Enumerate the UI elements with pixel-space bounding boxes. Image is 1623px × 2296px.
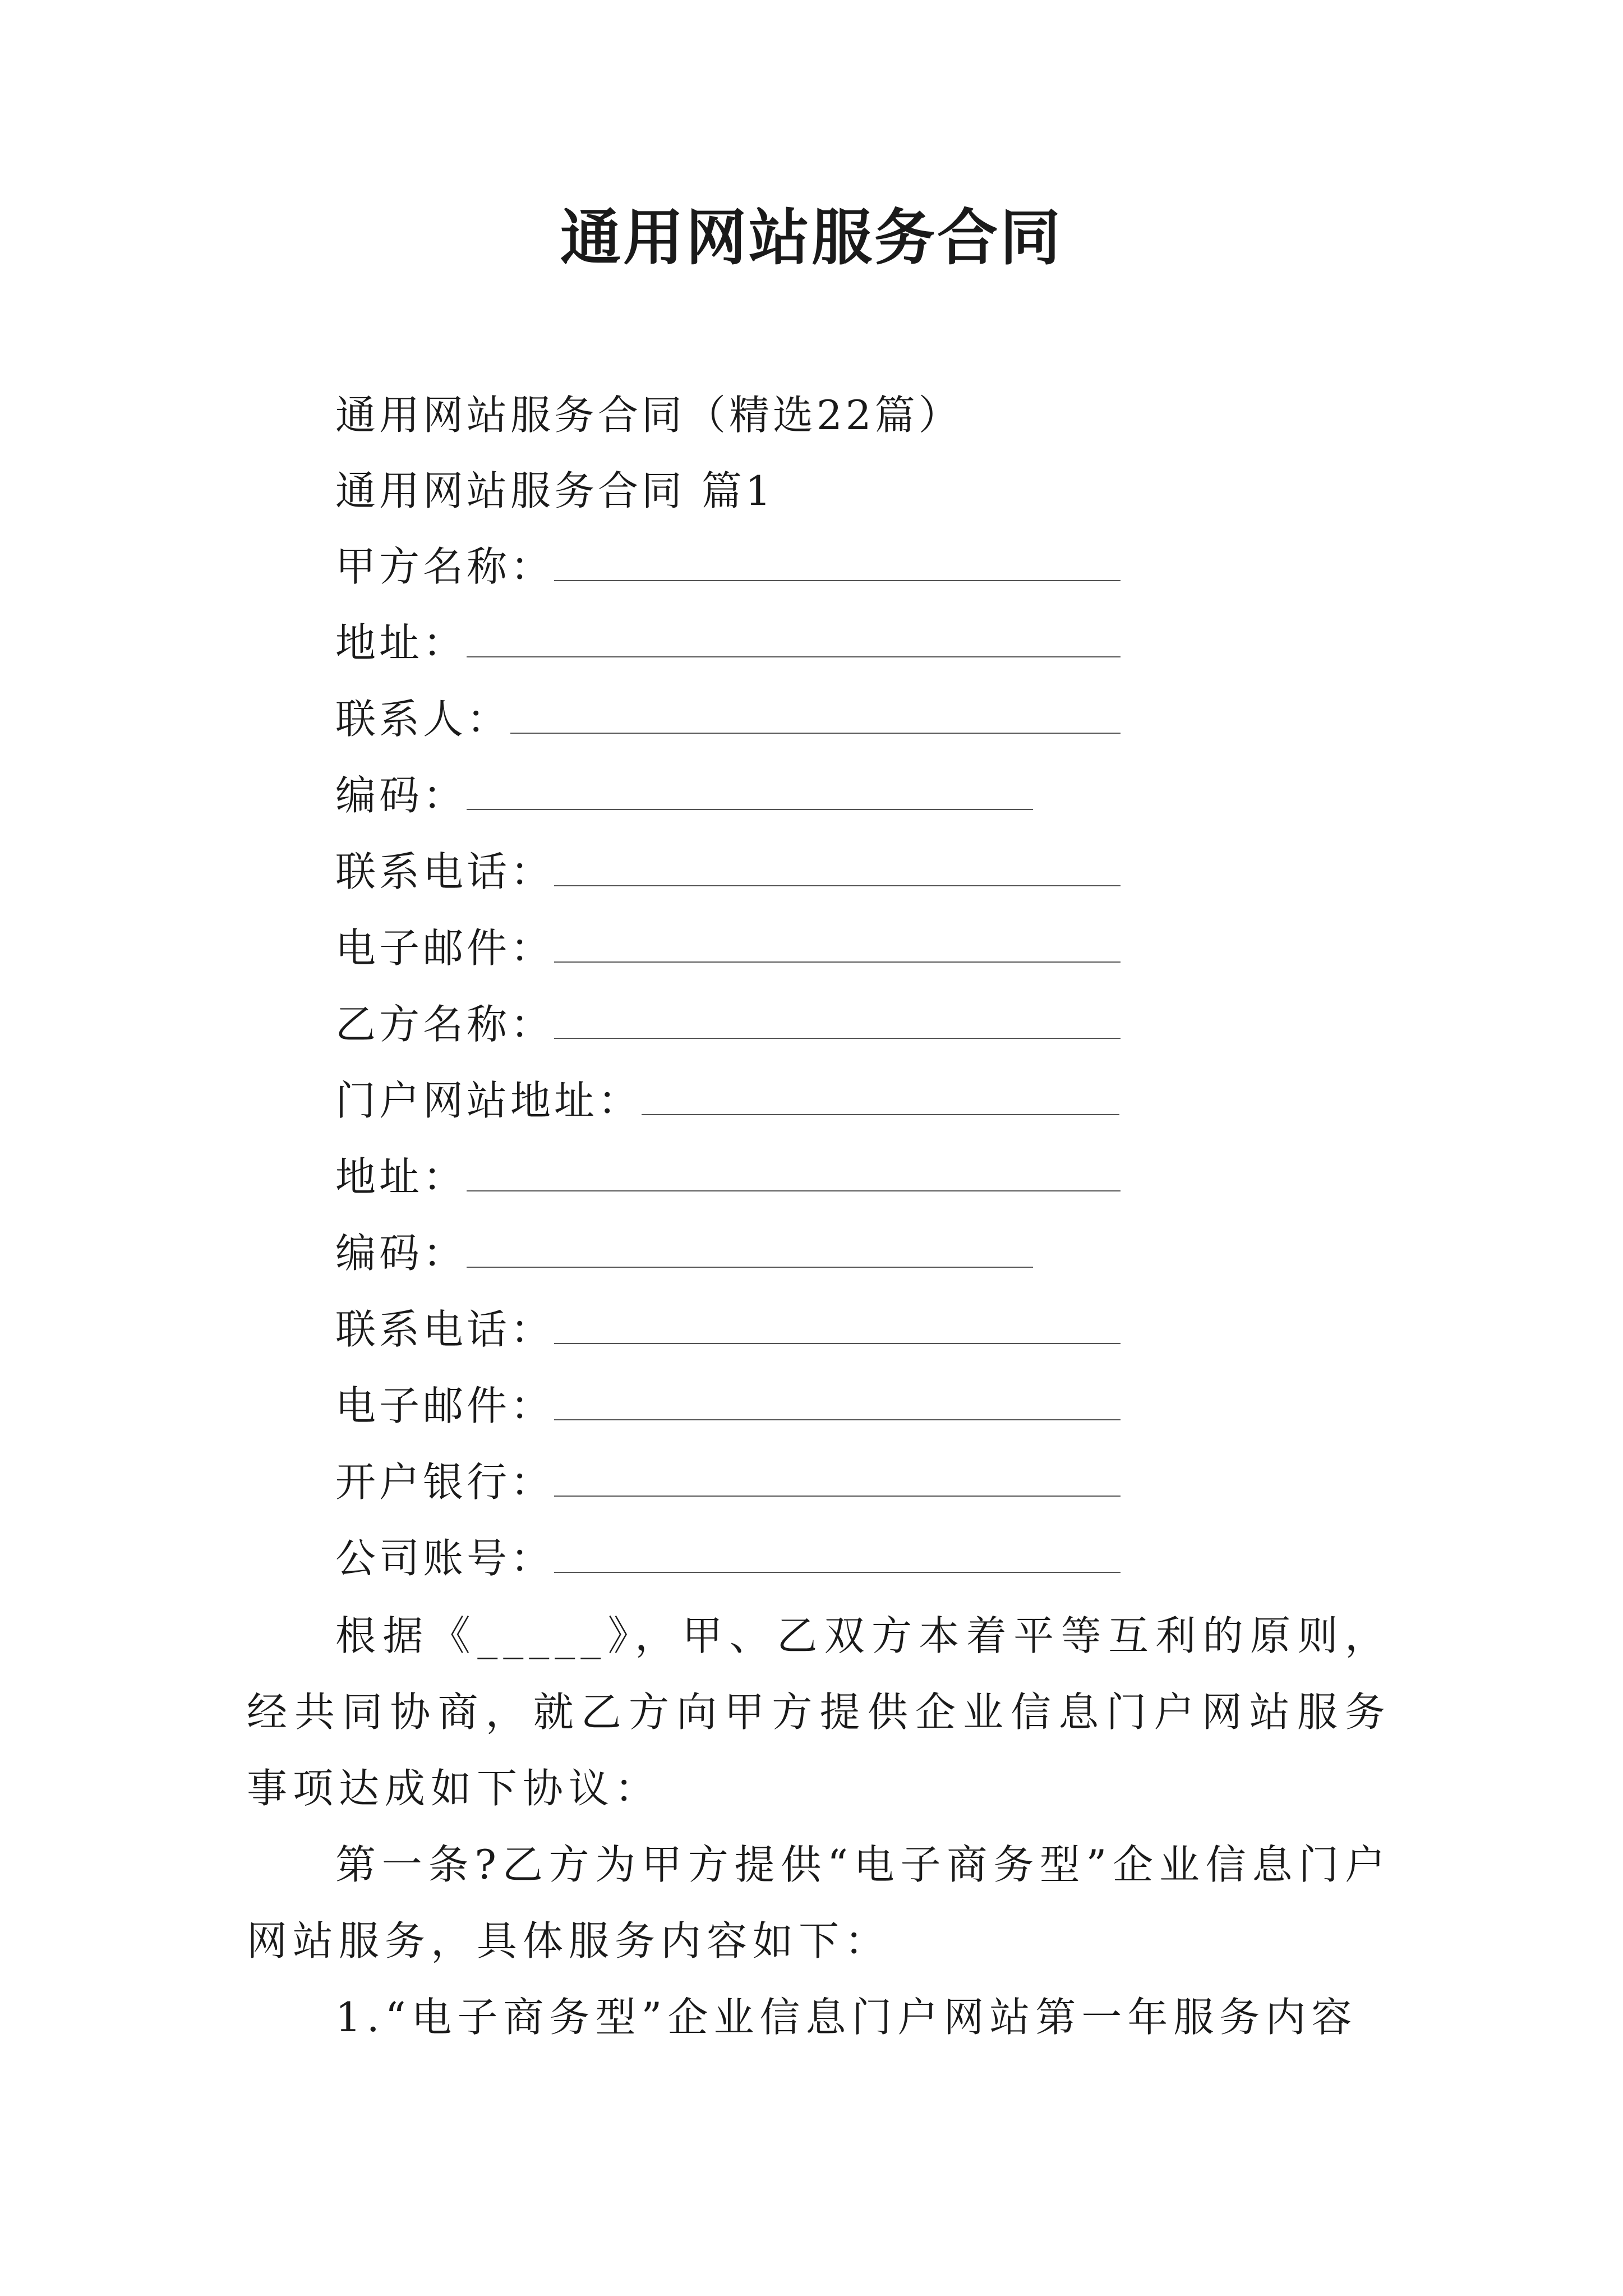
field-label: 乙方名称： <box>335 1001 555 1048</box>
field-label: 公司账号： <box>335 1535 555 1582</box>
field-party-b-name <box>335 996 1121 1052</box>
fill-blank <box>554 1326 1121 1344</box>
fill-blank <box>554 1555 1121 1573</box>
paragraph-preamble: 根据《_____》，甲、乙双方本着平等互利的原则，经共同协商，就乙方向甲方提供企业信息门户网站服务事项达成如下协议： <box>247 1612 1391 1812</box>
field-label: 门户网站地址： <box>335 1077 642 1124</box>
field-party-b-account <box>335 1530 1121 1586</box>
field-label: 联系电话： <box>335 1306 555 1353</box>
fill-blank <box>554 1479 1121 1497</box>
field-party-a-address <box>335 615 1121 671</box>
field-label: 开户银行： <box>335 1458 555 1506</box>
fill-blank <box>554 1021 1121 1039</box>
field-label: 电子邮件： <box>335 924 555 972</box>
paragraph-item-1: 1.“电子商务型”企业信息门户网站第一年服务内容 <box>335 1994 1358 2041</box>
paragraph-article-1: 第一条?乙方为甲方提供“电子商务型”企业信息门户网站服务，具体服务内容如下： <box>247 1841 1391 1964</box>
field-party-b-website <box>335 1073 1119 1129</box>
field-party-b-email <box>335 1378 1121 1434</box>
field-label: 联系电话： <box>335 848 555 895</box>
fill-blank <box>510 716 1121 734</box>
fill-blank <box>554 868 1121 886</box>
field-party-b-bank <box>335 1454 1121 1510</box>
fill-blank <box>554 563 1121 581</box>
fill-blank <box>554 1402 1121 1420</box>
section-heading: 通用网站服务合同 篇1 <box>335 467 774 514</box>
field-party-a-phone <box>335 844 1121 900</box>
fill-blank <box>467 792 1033 810</box>
field-label: 编码： <box>335 1230 467 1277</box>
fill-blank <box>467 1250 1033 1268</box>
fill-blank <box>467 639 1121 657</box>
field-party-a-name <box>335 539 1121 595</box>
field-label: 地址： <box>335 619 467 666</box>
field-party-a-email <box>335 920 1121 976</box>
fill-blank <box>467 1174 1121 1191</box>
field-party-a-postcode <box>335 767 1033 823</box>
fill-blank <box>642 1097 1119 1115</box>
field-party-b-phone <box>335 1301 1121 1358</box>
field-party-b-postcode <box>335 1225 1033 1281</box>
field-label: 地址： <box>335 1153 467 1200</box>
document-subtitle: 通用网站服务合同（精选22篇） <box>335 392 962 439</box>
field-label: 电子邮件： <box>335 1382 555 1429</box>
fill-blank <box>554 945 1121 963</box>
document-title: 通用网站服务合同 <box>560 203 1063 273</box>
field-label: 甲方名称： <box>335 543 555 590</box>
field-label: 联系人： <box>335 696 511 743</box>
field-party-b-address <box>335 1149 1121 1205</box>
field-party-a-contact <box>335 691 1121 747</box>
field-label: 编码： <box>335 772 467 819</box>
